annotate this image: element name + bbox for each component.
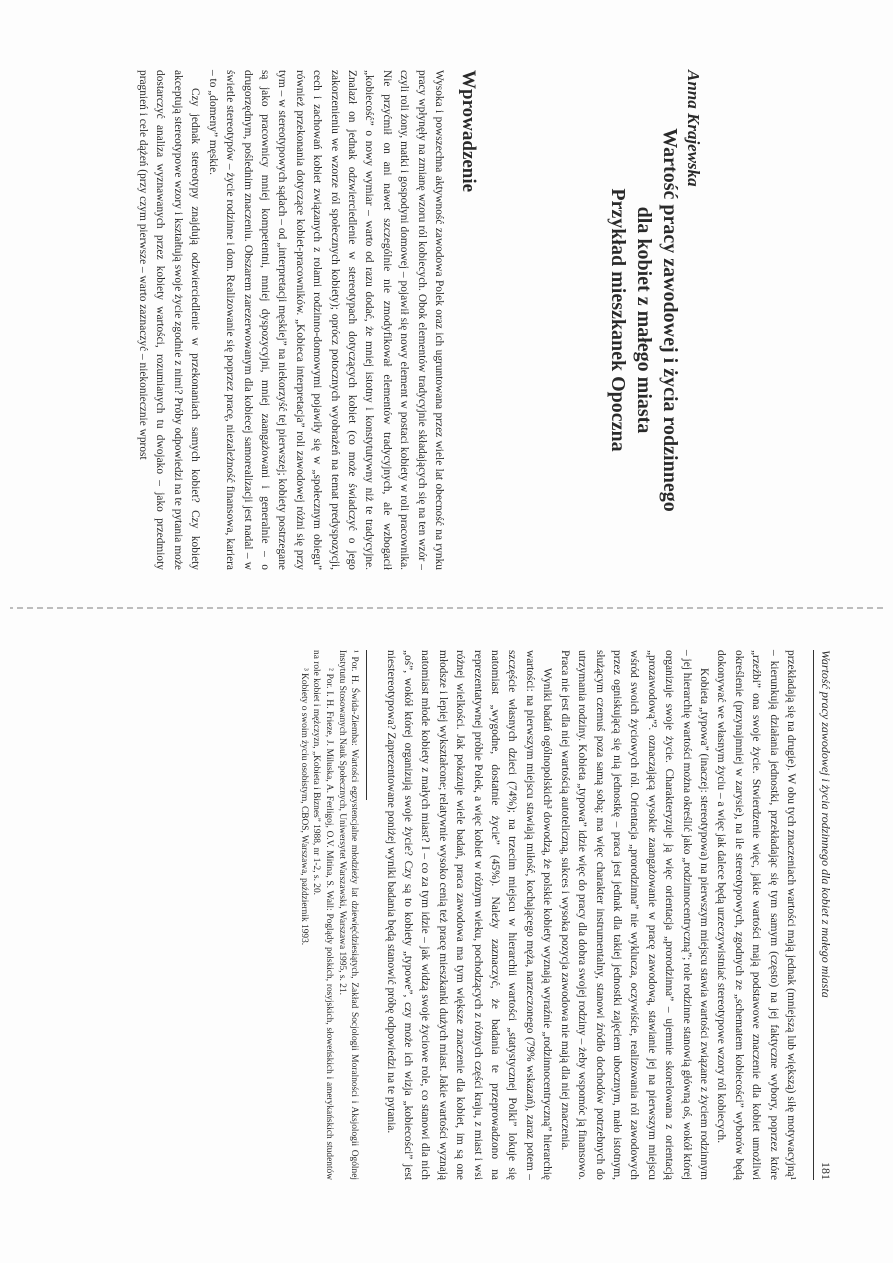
page-fold-divider xyxy=(10,607,883,609)
page-number: 181 xyxy=(819,1162,833,1180)
paragraph: Kobieta „typowa” (inaczej: stereotypowa) na pierwszym miejscu stawia wartości związane z życiem rodzinnym – jej hierarchię wartości można określić jako „rodzinnocentryczną”; role rodzinne stanowią główną oś, wokół której organizuje swoje życie. Charakteryzuje ją więc orientacja „prorodzinna” – ujemnie skorelowana z orientacją „prozawodową”². oznaczającą wysokie zaangażowanie w pracę zawodową, stawianie jej na pierwszym miejscu wśród swoich życiowych ról. Orientacja „prorodzinna” nie wyklucza, oczywiście, realizowania ról zawodowych przez ogniskującą się nią jednostkę – praca jest jednak dla takiej jednostki zajęciem ubocznym, mało istotnym, służącym czemuś poza samą sobą; ma więc charakter instrumentalny, stanowi źródło dochodów potrzebnych do utrzymania rodziny. Kobieta „typowa” idzie więc do pracy dla dobra swojej rodziny – żeby wspomóc ją finansowo. Praca nie jest dla niej wartością autoteliczną, sukces i wysoka pozycja zawodowa nie mają dla niej znaczenia. xyxy=(558,650,710,1180)
paragraph: Czy jednak stereotypy znajdują odzwierciedlenie w przekonaniach samych kobiet? Czy kobiety akceptują stereotypowe wzory i kształtują swoje życie zgodnie z nimi? Próby odpowiedzi na te pytania może dostarczyć analiza wyznawanych przez kobiety wartości, rozumianych tu dwojako – jako przedmioty pragnień i cele dążeń (przy czym pierwsze – warto zaznaczyć – niekoniecznie wprost xyxy=(137,70,202,570)
title-line-2: dla kobiet z małego miasta xyxy=(633,206,655,434)
section-heading: Wprowadzenie xyxy=(458,70,479,193)
right-body-text xyxy=(297,650,799,1180)
footnote-rule xyxy=(366,650,367,800)
footnote: ¹ Por. H. Świda-Ziemba: Wartości egzystencjalne młodzieży lat dziewięćdziesiątych, Zakład Socjologii Moralności i Aksjologii Ogólnej Instytutu Stosowanych Nauk Społecznych, Uniwersytet Warszawski, Warszawa 1995, s. 21. xyxy=(336,650,360,1180)
paragraph: Wyniki badań ogólnopolskich³ dowodzą, że polskie kobiety wyznają wyraźnie „rodzinnocentryczną” hierarchię wartości: na pierwszym miejscu stawiają miłość, kochającego męża, narzeczonego (79% wskazań), zaraz potem – szczęście własnych dzieci (74%); na trzecim miejscu w hierarchii wartości „statystycznej Polki” lokuje się natomiast „wygodne, dostatnie życie” (45%). Należy zaznaczyć, że badania te przeprowadzono na reprezentatywnej próbie Polek, a więc kobiet w różnym wieku, pochodzących z różnych części kraju, z miast i wsi różnej wielkości. Jak pokazuje wiele badań, praca zawodowa ma tym większe znaczenie dla kobiet, im są one młodsze i lepiej wykształcone; relatywnie wysoko cenią też pracę mieszkanki dużych miast. Jakie wartości wyznają natomiast młode kobiety z małych miast? I – co za tym idzie – jak widzą swoje życiowe role, co stanowi dla nich „oś”, wokół której organizują swoje życie? Czy są to kobiety „typowe”, czy może ich wizja „kobiecości” jest niestereotypowa? Zaprezentowane poniżej wyniki badania będą stanowić próbę odpowiedzi na te pytania. xyxy=(384,650,554,1180)
footnote: ² Por. I. H. Frieze, J. Miluska, A. Ferligoj, O.V. Mitina, S. Wall: Poglądy polskich, rosyjskich, słoweńskich i amerykańskich studentów na role kobiet i mężczyzn, „Kobieta i Biznes” 1988, nr 1-2, s. 20. xyxy=(311,650,335,1180)
left-page-content xyxy=(19,70,879,570)
left-page xyxy=(0,0,893,610)
chapter-title xyxy=(605,70,683,570)
paragraph: przekładają się na drugie). W obu tych znaczeniach wartości mają jednak (mniejszą lub większą) siłę motywacyjną¹ – kierunkują działania jednostki, przekładając się tym samym (często) na jej faktyczne wybory, poprzez które „rzeźbi” ona swoje życie. Stwierdzenie więc, jakie wartości mają podstawowe znaczenie dla kobiet umożliwi określenie (przynajmniej w zarysie), na ile stereotypowych, zgodnych ze „schematem kobiecości” wyborów będą dokonywać we własnym życiu – a więc jak dalece będą urzeczywistniać stereotypowe wzory ról kobiecych. xyxy=(715,650,797,1180)
author-name: Anna Krajewska xyxy=(684,70,703,187)
footnote: ³ Kobiety o swoim życiu osobistym, CBOS, Warszawa, październik 1993. xyxy=(298,668,309,946)
footnotes xyxy=(297,650,360,1180)
running-head xyxy=(813,650,833,1180)
title-line-3: Przykład mieszkanek Opoczna xyxy=(607,188,629,452)
left-body-text xyxy=(134,70,447,570)
right-page xyxy=(0,630,893,1263)
paragraph: Wysoka i powszechna aktywność zawodowa Polek oraz ich ugruntowana przez wiele lat obecność na rynku pracy wpłynęły na zmianę wzoru ról kobiecych. Obok elementów tradycyjnie składających się na ten wzór – czyli roli żony, matki i gospodyni domowej – pojawił się nowy element w postaci kobiety w roli pracownika. Nie przyćmił on ani nawet szczególnie nie zmodyfikował elementów tradycyjnych, ale wzbogacił „kobiecość” o nowy wymiar – warto od razu dodać, że mniej istotny i konstytutywny niż te tradycyjne. Znalazł on jednak odzwierciedlenie w stereotypach dotyczących kobiet (co może świadczyć o jego zakorzenieniu we wzorze ról społecznych kobiety); oprócz potocznych wyobrażeń na temat predyspozycji, cech i zachowań kobiet związanych z rolami rodzinno-domowymi pojawiły się w „społecznym obiegu” również przekonania dotyczące kobiet-pracowników. „Kobieca interpretacja” roli zawodowej różni się przy tym – w stereotypowych sądach – od „interpretacji męskiej” na niekorzyść tej pierwszej; kobiety postrzegane są jako pracownicy mniej kompetentni, mniej dyspozycyjni, mniej zaangażowani i generalnie – o drugorzędnym, poślednim znaczeniu. Obszarem zarezerwowanym dla kobiecej samorealizacji jest nadal – w świetle stereotypów – życie rodzinne i dom. Realizowanie się poprzez pracę, niezależność finansowa, kariera – to „domeny” męskie. xyxy=(206,70,445,570)
title-line-1: Wartość pracy zawodowej i życia rodzinnego xyxy=(659,128,681,512)
running-head-title: Wartość pracy zawodowej i życia rodzinnego dla kobiet z małego miasta xyxy=(819,650,833,998)
